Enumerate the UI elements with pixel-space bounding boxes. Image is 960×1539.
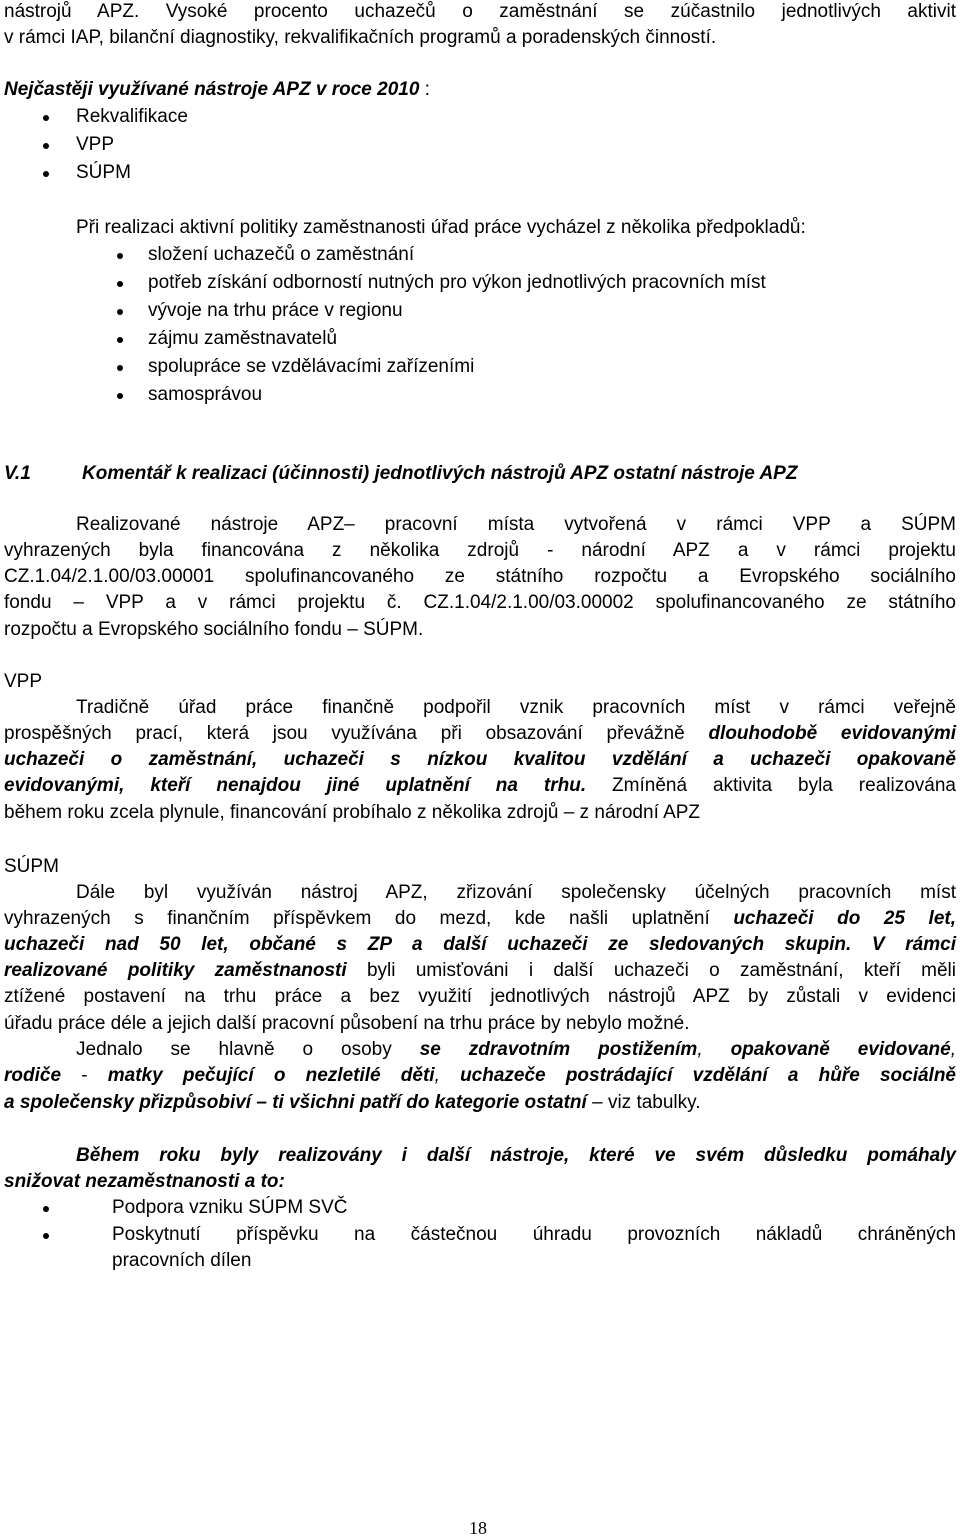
closing-item-continued: pracovních dílen <box>112 1250 252 1271</box>
supm-line: ztížené postavení na trhu práce a bez využití jednotlivých nástrojů APZ by zůstali v evidenci <box>4 986 956 1007</box>
closing-line: snižovat nezaměstnanosti a to: <box>4 1171 285 1192</box>
supm-line <box>4 959 956 983</box>
supm-emphasis: rodiče <box>4 1065 62 1086</box>
bullet-icon <box>117 365 123 371</box>
bullet-icon <box>117 393 123 399</box>
bullet-icon <box>117 281 123 287</box>
supm-text: , <box>697 1039 731 1060</box>
supm-line: Dále byl využíván nástroj APZ, zřizování společensky účelných pracovních míst <box>76 882 956 903</box>
assumption-item: potřeb získání odborností nutných pro výkon jednotlivých pracovních míst <box>148 272 766 293</box>
assumptions-intro: Při realizaci aktivní politiky zaměstnanosti úřad práce vycházel z několika předpokladů: <box>76 217 806 238</box>
closing-line: Během roku byly realizovány i další nástroje, které ve svém důsledku pomáhaly <box>76 1145 956 1166</box>
bullet-icon <box>117 337 123 343</box>
supm-text: , <box>950 1039 957 1060</box>
supm-line <box>4 1064 956 1088</box>
page-number: 18 <box>469 1518 487 1538</box>
closing-item: Poskytnutí příspěvku na částečnou úhradu provozních nákladů chráněných <box>112 1224 956 1245</box>
supm-line: uchazeči nad 50 let, občané s ZP a další uchazeči ze sledovaných skupin. V rámci <box>4 934 956 955</box>
vpp-emphasis: dlouhodobě evidovanými <box>708 723 956 744</box>
vpp-line <box>4 774 956 798</box>
bullet-icon <box>43 1233 49 1239</box>
vpp-emphasis: evidovanými, kteří nenajdou jiné uplatnění na trhu. <box>4 775 587 796</box>
vpp-line: uchazeči o zaměstnání, uchazeči s nízkou kvalitou vzdělání a uchazeči opakovaně <box>4 749 956 770</box>
bullet-icon <box>43 171 49 177</box>
vpp-text: prospěšných prací, která jsou využívána při obsazování převážně <box>4 723 709 744</box>
vpp-line: Tradičně úřad práce finančně podpořil vznik pracovních míst v rámci veřejně <box>76 697 956 718</box>
vpp-line <box>4 722 956 746</box>
tools-heading <box>4 78 956 102</box>
section-title: Komentář k realizaci (účinnosti) jednotlivých nástrojů APZ ostatní nástroje APZ <box>82 463 798 484</box>
intro-line-1: nástrojů APZ. Vysoké procento uchazečů o zaměstnání se zúčastnilo jednotlivých aktivit <box>4 1 956 22</box>
supm-line <box>76 1038 956 1062</box>
supm-line <box>4 1091 956 1115</box>
tool-item: VPP <box>76 134 115 155</box>
supm-emphasis: uchazeče postrádající vzdělání a hůře sociálně <box>460 1065 956 1086</box>
tool-item: SÚPM <box>76 162 131 183</box>
supm-emphasis: a společensky přizpůsobiví – ti všichni patří do kategorie ostatní <box>4 1092 587 1113</box>
bullet-icon <box>43 1206 49 1212</box>
tools-heading-text: Nejčastěji využívané nástroje APZ v roce 2010 <box>4 79 420 100</box>
assumption-item: samosprávou <box>148 384 263 405</box>
para1-line: vyhrazených byla financována z několika zdrojů - národní APZ a v rámci projektu <box>4 540 956 561</box>
section-number: V.1 <box>4 463 31 484</box>
para1-line: rozpočtu a Evropského sociálního fondu – SÚPM. <box>4 619 424 640</box>
para1-line: Realizované nástroje APZ– pracovní místa vytvořená v rámci VPP a SÚPM <box>76 514 956 535</box>
para1-line: fondu – VPP a v rámci projektu č. CZ.1.04/2.1.00/03.00002 spolufinancovaného ze státního <box>4 592 956 613</box>
vpp-line: během roku zcela plynule, financování probíhalo z několika zdrojů – z národní APZ <box>4 802 701 823</box>
vpp-text: Zmíněná aktivita byla realizována <box>586 775 956 796</box>
supm-text: - <box>61 1065 108 1086</box>
supm-text: vyhrazených s finančním příspěvkem do mezd, kde našli uplatnění <box>4 908 734 929</box>
bullet-icon <box>117 253 123 259</box>
supm-text: , <box>434 1065 461 1086</box>
closing-item: Podpora vzniku SÚPM SVČ <box>112 1197 348 1218</box>
supm-emphasis: se zdravotním postižením <box>419 1039 698 1060</box>
supm-line: úřadu práce déle a jejich další pracovní působení na trhu práce by nebylo možné. <box>4 1013 690 1034</box>
supm-line <box>4 907 956 931</box>
assumption-item: spolupráce se vzdělávacími zařízeními <box>148 356 475 377</box>
bullet-icon <box>117 309 123 315</box>
tools-heading-colon: : <box>419 79 430 100</box>
assumption-item: vývoje na trhu práce v regionu <box>148 300 403 321</box>
assumption-item: složení uchazečů o zaměstnání <box>148 244 415 265</box>
bullet-icon <box>43 115 49 121</box>
supm-text: – viz tabulky. <box>586 1092 701 1113</box>
para1-line: CZ.1.04/2.1.00/03.00001 spolufinancovaného ze státního rozpočtu a Evropského sociálního <box>4 566 956 587</box>
supm-emphasis: opakovaně evidované <box>730 1039 951 1060</box>
supm-text: byli umisťováni i další uchazeči o zaměstnání, kteří měli <box>346 960 956 981</box>
supm-emphasis: realizované politiky zaměstnanosti <box>4 960 347 981</box>
supm-emphasis: uchazeči do 25 let, <box>733 908 956 929</box>
assumption-item: zájmu zaměstnavatelů <box>148 328 338 349</box>
supm-heading: SÚPM <box>4 856 59 877</box>
supm-emphasis: matky pečující o nezletilé děti <box>107 1065 435 1086</box>
supm-text: Jednalo se hlavně o osoby <box>76 1039 420 1060</box>
tool-item: Rekvalifikace <box>76 106 188 127</box>
vpp-heading: VPP <box>4 671 43 692</box>
bullet-icon <box>43 143 49 149</box>
intro-line-2: v rámci IAP, bilanční diagnostiky, rekvalifikačních programů a poradenských činností. <box>4 27 717 48</box>
